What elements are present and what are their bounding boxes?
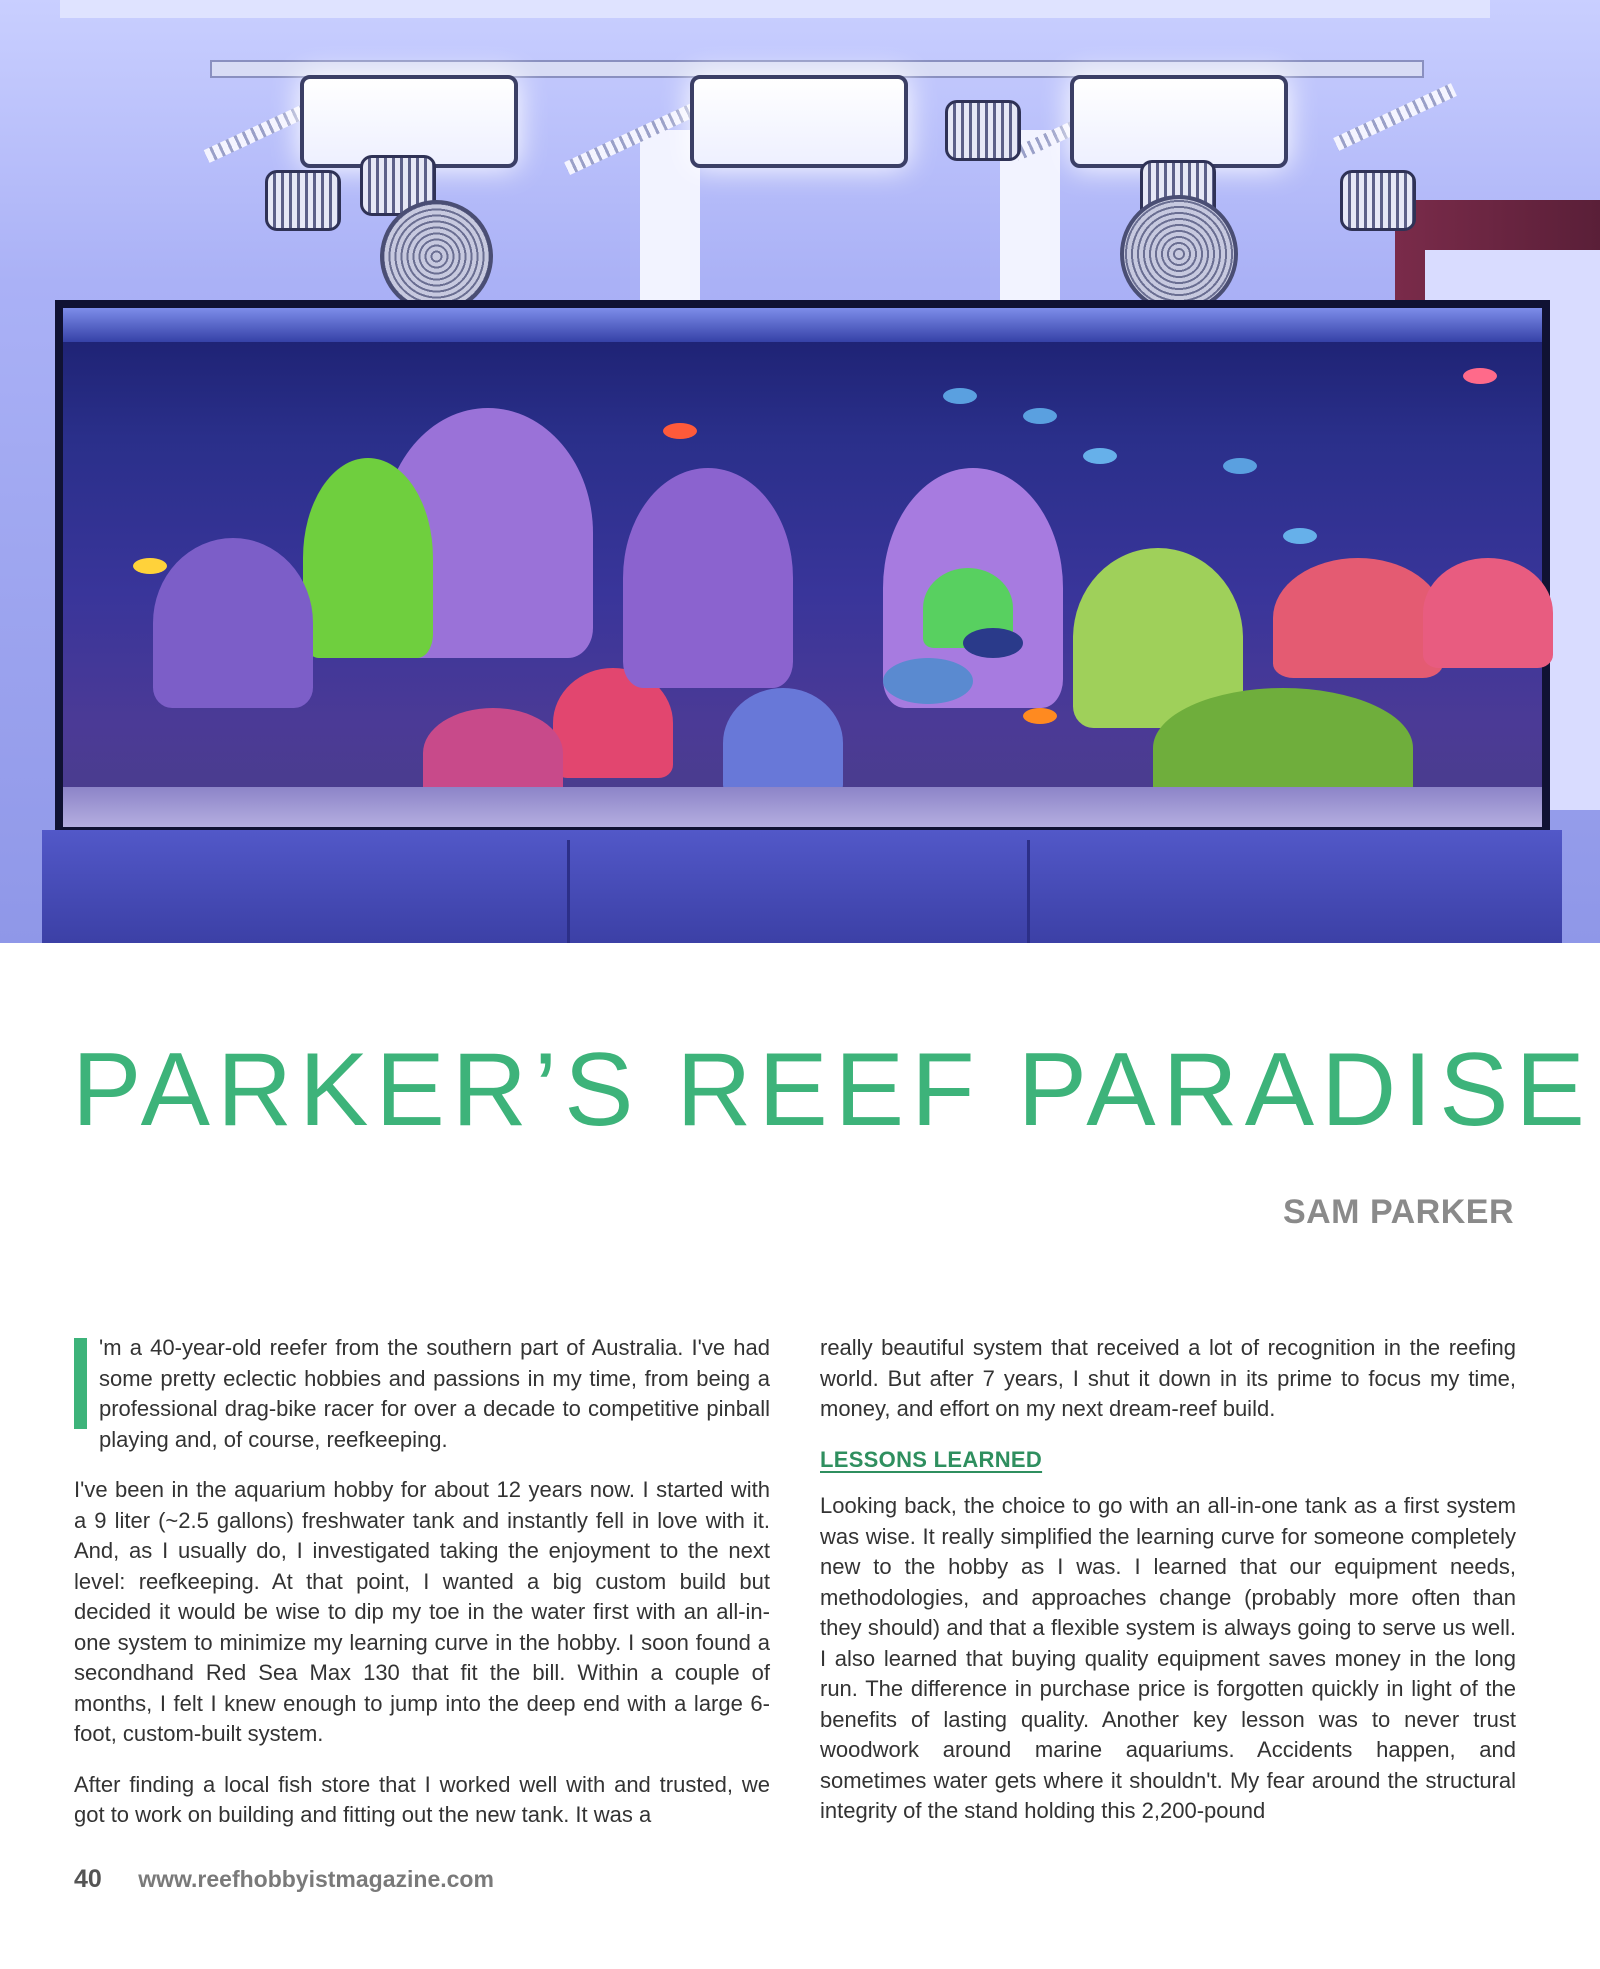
section-heading: LESSONS LEARNED xyxy=(820,1446,1043,1472)
wave-pump xyxy=(1340,170,1416,231)
aquarium-tank xyxy=(55,300,1550,835)
paragraph: really beautiful system that received a lot of recognition in the reefing world. But after 7 years, I shut it down in its prime to focus my time, money, and effort on my next dream-reef build. xyxy=(820,1335,1516,1421)
wave-pump xyxy=(265,170,341,231)
page-footer xyxy=(74,1865,494,1894)
fish xyxy=(133,558,167,574)
fish xyxy=(963,628,1023,658)
article-column-right xyxy=(820,1333,1516,1847)
aquarium-photo xyxy=(0,0,1600,943)
aquarium-stand xyxy=(42,830,1562,943)
fish xyxy=(1283,528,1317,544)
coral xyxy=(1273,558,1443,678)
website-link[interactable]: www.reefhobbyistmagazine.com xyxy=(138,1866,494,1892)
coral xyxy=(423,708,563,798)
cabinet-seam xyxy=(567,840,570,943)
paragraph: Looking back, the choice to go with an all-in-one tank as a first system was wise. It really simplified the learning curve for someone completely new to the hobby as I was. I learned that our equipment needs, methodologies, and approaches change (probably more often than they should) and that a flexible system is always going to serve us well. I also learned that buying quality equipment saves money in the long run. The difference in purchase price is forgotten quickly in light of the benefits of lasting quality. Another key lesson was to never trust woodwork around marine aquariums. Accidents happen, and sometimes water gets where it shouldn't. My fear around the structural integrity of the stand holding this 2,200-pound xyxy=(820,1493,1516,1823)
coral xyxy=(623,468,793,688)
fish xyxy=(1023,708,1057,724)
fish xyxy=(1023,408,1057,424)
sand-bed xyxy=(63,787,1542,827)
article-title: PARKER’S REEF PARADISE xyxy=(72,1032,1592,1148)
paragraph xyxy=(74,1333,770,1455)
article-column-left xyxy=(74,1333,770,1851)
fish xyxy=(1463,368,1497,384)
fish xyxy=(943,388,977,404)
reef-light-fixture xyxy=(690,75,908,168)
wave-pump xyxy=(945,100,1021,161)
cabinet-seam xyxy=(1027,840,1030,943)
author-byline: SAM PARKER xyxy=(1282,1193,1514,1231)
coral xyxy=(303,458,433,658)
page-number: 40 xyxy=(74,1865,102,1893)
coral xyxy=(723,688,843,798)
paragraph: I've been in the aquarium hobby for about 12 years now. I started with a 9 liter (~2.5 gallons) freshwater tank and instantly fell in love with it. And, as I usually do, I investigated taking the enjoyment to the next level: reefkeeping. At that point, I wanted a big custom build but decided it would be wise to dip my toe in the water first with an all-in-one system to minimize my learning curve in the hobby. I soon found a secondhand Red Sea Max 130 that fit the bill. Within a couple of months, I felt I knew enough to jump into the deep end with a large 6-foot, custom-built system. xyxy=(74,1477,770,1746)
paragraph-text: 'm a 40-year-old reefer from the southern part of Australia. I've had some pretty eclectic hobbies and passions in my time, from being a professional drag-bike racer for over a decade to competitive pinball playing and, of course, reefkeeping. xyxy=(99,1335,770,1452)
led-bar xyxy=(1333,83,1457,151)
coral xyxy=(153,538,313,708)
fish xyxy=(1223,458,1257,474)
fish xyxy=(1083,448,1117,464)
cooling-fan xyxy=(380,200,493,313)
water-surface xyxy=(63,308,1542,342)
reef-light-fixture xyxy=(1070,75,1288,168)
coral xyxy=(1423,558,1553,668)
cooling-fan xyxy=(1120,195,1238,313)
ceiling xyxy=(60,0,1490,18)
fish xyxy=(883,658,973,704)
drop-cap-bar xyxy=(74,1338,87,1429)
paragraph: After finding a local fish store that I worked well with and trusted, we got to work on building and fitting out the new tank. It was a xyxy=(74,1771,770,1827)
fish xyxy=(663,423,697,439)
